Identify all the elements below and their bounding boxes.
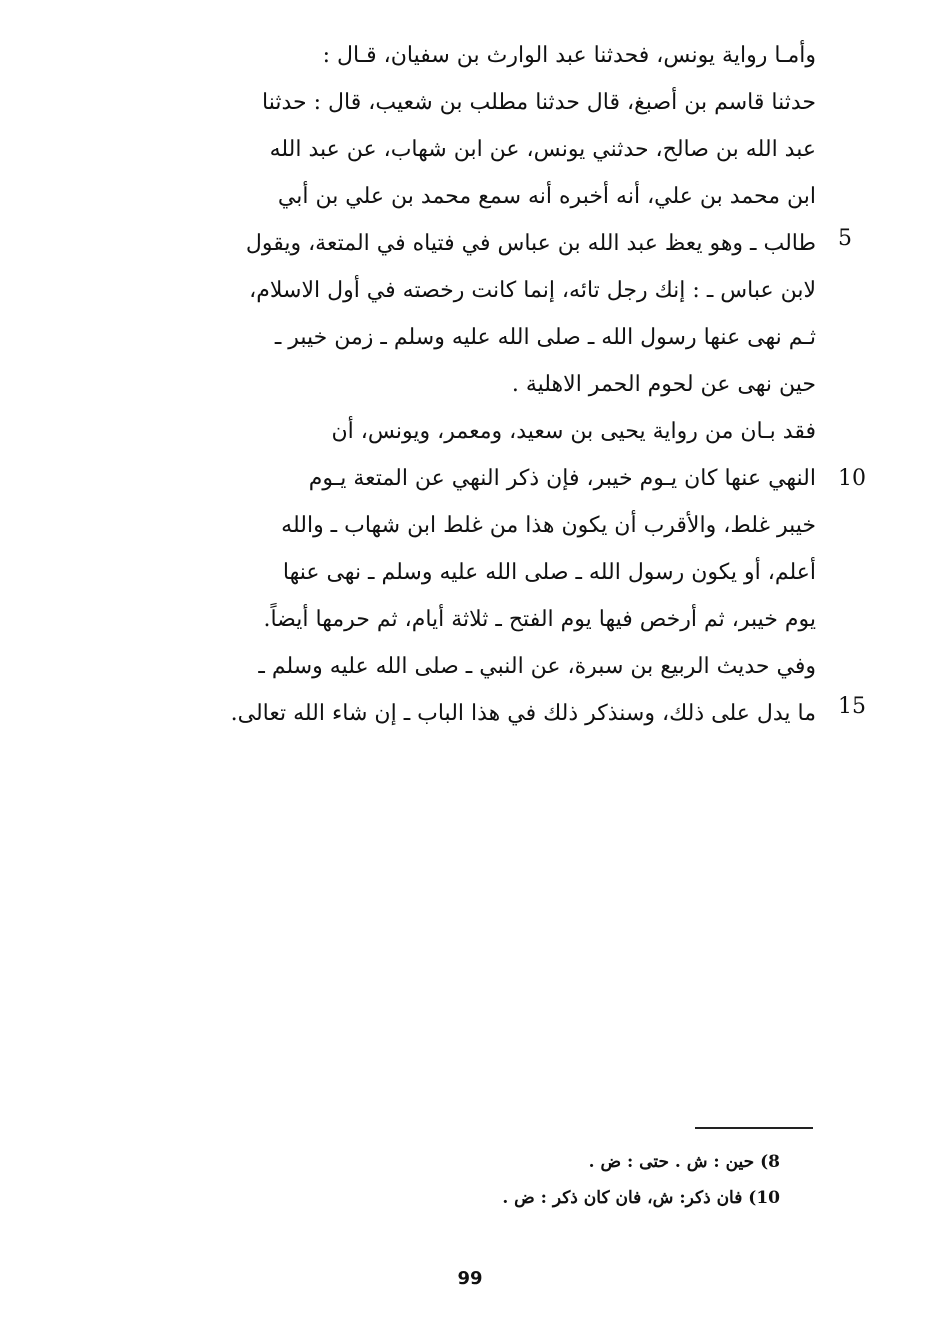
text-line: طالب ـ وهو يعظ عبد الله بن عباس في فتياه في المتعة، ويقول bbox=[245, 231, 816, 256]
text-line: ما يدل على ذلك، وسنذكر ذلك في هذا الباب ـ إن شاء الله تعالى. bbox=[230, 701, 816, 726]
page-number: 99 bbox=[457, 1268, 483, 1289]
line-number: 5 bbox=[838, 226, 852, 251]
text-line: حدثنا قاسم بن أصبغ، قال حدثنا مطلب بن شعيب، قال : حدثنا bbox=[262, 90, 816, 115]
footnote-divider bbox=[695, 1127, 813, 1129]
text-line: وفي حديث الربيع بن سبرة، عن النبي ـ صلى الله عليه وسلم ـ bbox=[258, 654, 816, 679]
text-line: حين نهى عن لحوم الحمر الاهلية . bbox=[511, 372, 816, 397]
text-line: ثـم نهى عنها رسول الله ـ صلى الله عليه وسلم ـ زمن خيبر ـ bbox=[274, 325, 816, 350]
text-line: عبد الله بن صالح، حدثني يونس، عن ابن شهاب، عن عبد الله bbox=[269, 137, 816, 162]
text-line: ابن محمد بن علي، أنه أخبره أنه سمع محمد بن علي بن أبي bbox=[277, 184, 816, 209]
footnotes bbox=[380, 1144, 780, 1216]
text-line: أعلم، أو يكون رسول الله ـ صلى الله عليه وسلم ـ نهى عنها bbox=[282, 560, 816, 585]
line-number: 10 bbox=[838, 466, 866, 491]
text-line: خيبر غلط، والأقرب أن يكون هذا من غلط ابن شهاب ـ والله bbox=[281, 513, 816, 538]
paragraph-2 bbox=[140, 408, 816, 737]
text-line: فقد بـان من رواية يحيى بن سعيد، ومعمر، ويونس، أن bbox=[331, 419, 816, 444]
text-line: يوم خيبر، ثم أرخص فيها يوم الفتح ـ ثلاثة أيام، ثم حرمها أيضاً. bbox=[263, 607, 816, 632]
text-line: لابن عباس ـ : إنك رجل تائه، إنما كانت رخصته في أول الاسلام، bbox=[249, 278, 816, 303]
text-line: وأمـا رواية يونس، فحدثنا عبد الوارث بن سفيان، قـال : bbox=[322, 43, 816, 68]
paragraph-1 bbox=[140, 32, 816, 408]
footnote: 10) فان ذكر: ش، فان كان ذكر : ض . bbox=[502, 1188, 780, 1208]
text-line: النهي عنها كان يـوم خيبر، فإن ذكر النهي عن المتعة يـوم bbox=[308, 466, 816, 491]
footnote: 8) حين : ش . حتى : ض . bbox=[588, 1152, 780, 1172]
line-number: 15 bbox=[838, 694, 866, 719]
